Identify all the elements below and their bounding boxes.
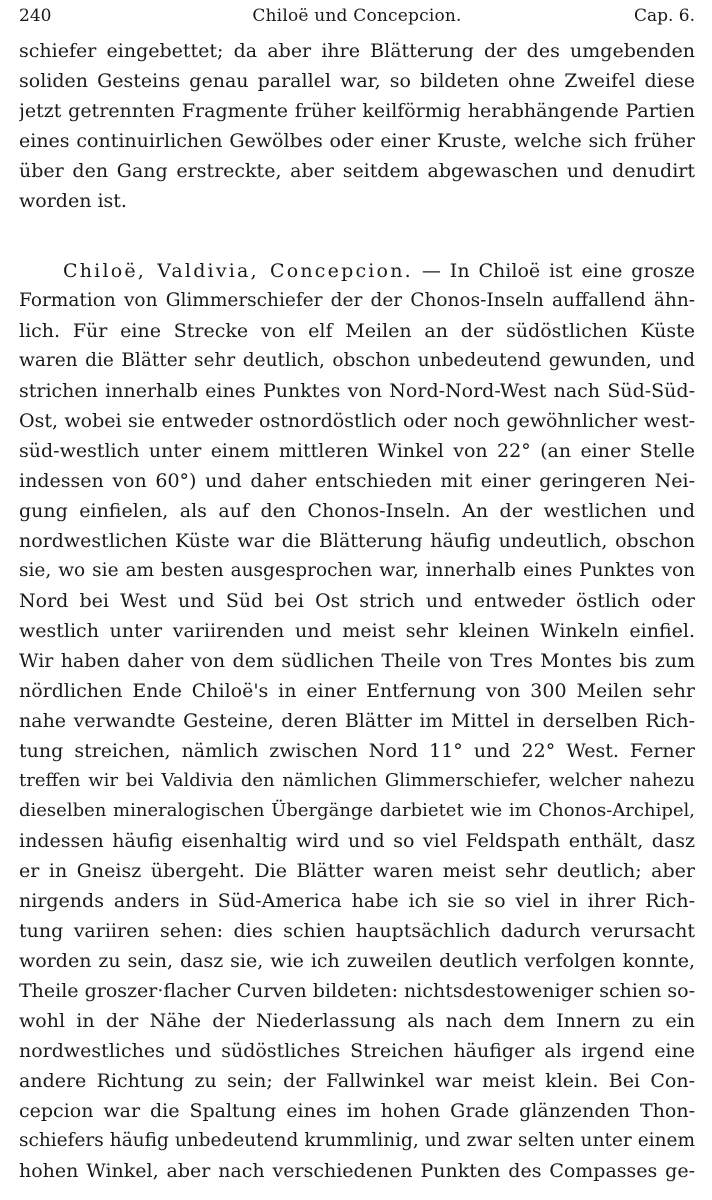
text-line: treffen wir bei Valdivia den nämlichen Glimmerschiefer, welcher nahezu — [19, 770, 695, 791]
text-line: dieselben mineralogischen Übergänge darbietet wie im Chonos-Archipel, — [19, 800, 695, 821]
text-line: andere Richtung zu sein; der Fallwinkel war meist klein. Bei Con- — [19, 1070, 695, 1092]
text-line: süd-westlich unter einem mittleren Winkel von 22° (an einer Stelle — [19, 440, 695, 462]
running-title: Chiloë und Concepcion. — [252, 6, 462, 26]
text-line-first — [19, 256, 695, 286]
text-line: jetzt getrennten Fragmente früher keilförmig herabhängende Partien — [19, 100, 695, 122]
text-line: nahe verwandte Gesteine, deren Blätter im Mittel in derselben Rich- — [19, 710, 695, 732]
text-line: sie, wo sie am besten ausgesprochen war, innerhalb eines Punktes von — [19, 560, 695, 581]
text-line: gung einfielen, als auf den Chonos-Inseln. An der westlichen und — [19, 500, 695, 522]
chapter-label: Cap. 6. — [633, 6, 695, 26]
book-page — [19, 0, 695, 1200]
text-line: nördlichen Ende Chiloë's in einer Entfernung von 300 Meilen sehr — [19, 680, 695, 702]
text-line: strichen innerhalb eines Punktes von Nord-Nord-West nach Süd-Süd- — [19, 380, 695, 402]
text-line: eines continuirlichen Gewölbes oder einer Kruste, welche sich früher — [19, 130, 695, 152]
text-line: Ost, wobei sie entweder ostnordöstlich oder noch gewöhnlicher west- — [19, 410, 695, 432]
text-line: westlich unter variirenden und meist sehr kleinen Winkeln einfiel. — [19, 620, 695, 642]
text-line: cepcion war die Spaltung eines im hohen Grade glänzenden Thon- — [19, 1100, 695, 1122]
text-line: soliden Gesteins genau parallel war, so bildeten ohne Zweifel diese — [19, 70, 695, 92]
text-line: über den Gang erstreckte, aber seitdem abgewaschen und denudirt — [19, 160, 695, 182]
text-line: Nord bei West und Süd bei Ost strich und entweder östlich oder — [19, 590, 695, 612]
text-line: lich. Für eine Strecke von elf Meilen an der südöstlichen Küste — [19, 320, 695, 342]
text-line: indessen von 60°) und daher entschieden mit einer geringeren Nei- — [19, 470, 695, 492]
text-line: er in Gneisz übergeht. Die Blätter waren meist sehr deutlich; aber — [19, 860, 695, 882]
section-heading: Chiloë, Valdivia, Concepcion. — [63, 260, 413, 282]
text-line: schiefers häufig unbedeutend krummlinig, und zwar selten unter einem — [19, 1130, 695, 1151]
text-line: worden ist. — [19, 190, 127, 212]
text-line: Theile groszer·flacher Curven bildeten: nichtsdestoweniger schien so- — [19, 980, 695, 1002]
text-line: nordwestliches und südöstliches Streichen häufiger als irgend eine — [19, 1040, 695, 1062]
text-line: Wir haben daher von dem südlichen Theile von Tres Montes bis zum — [19, 650, 695, 672]
text-line: hohen Winkel, aber nach verschiedenen Punkten des Compasses ge- — [19, 1160, 695, 1182]
text-line: waren die Blätter sehr deutlich, obschon unbedeutend gewunden, und — [19, 350, 695, 371]
text-line: tung streichen, nämlich zwischen Nord 11° und 22° West. Ferner — [19, 740, 695, 762]
page-header — [19, 4, 695, 28]
text-line: Formation von Glimmerschiefer der der Chonos-Inseln auffallend ähn- — [19, 290, 695, 311]
text-line: wohl in der Nähe der Niederlassung als nach dem Innern zu ein — [19, 1010, 695, 1032]
text-line: nirgends anders in Süd-America habe ich sie so viel in ihrer Rich- — [19, 890, 695, 912]
first-line-text: — In Chiloë ist eine grosze — [421, 260, 695, 282]
text-line: tung variiren sehen: dies schien hauptsächlich dadurch verursacht — [19, 920, 695, 942]
page-number: 240 — [19, 6, 52, 26]
text-line: indessen häufig eisenhaltig wird und so viel Feldspath enthält, dasz — [19, 830, 695, 852]
text-line: nordwestlichen Küste war die Blätterung häufig undeutlich, obschon — [19, 530, 695, 552]
text-line: worden zu sein, dasz sie, wie ich zuweilen deutlich verfolgen konnte, — [19, 950, 695, 972]
text-line: schiefer eingebettet; da aber ihre Blätterung der des umgebenden — [19, 40, 695, 62]
